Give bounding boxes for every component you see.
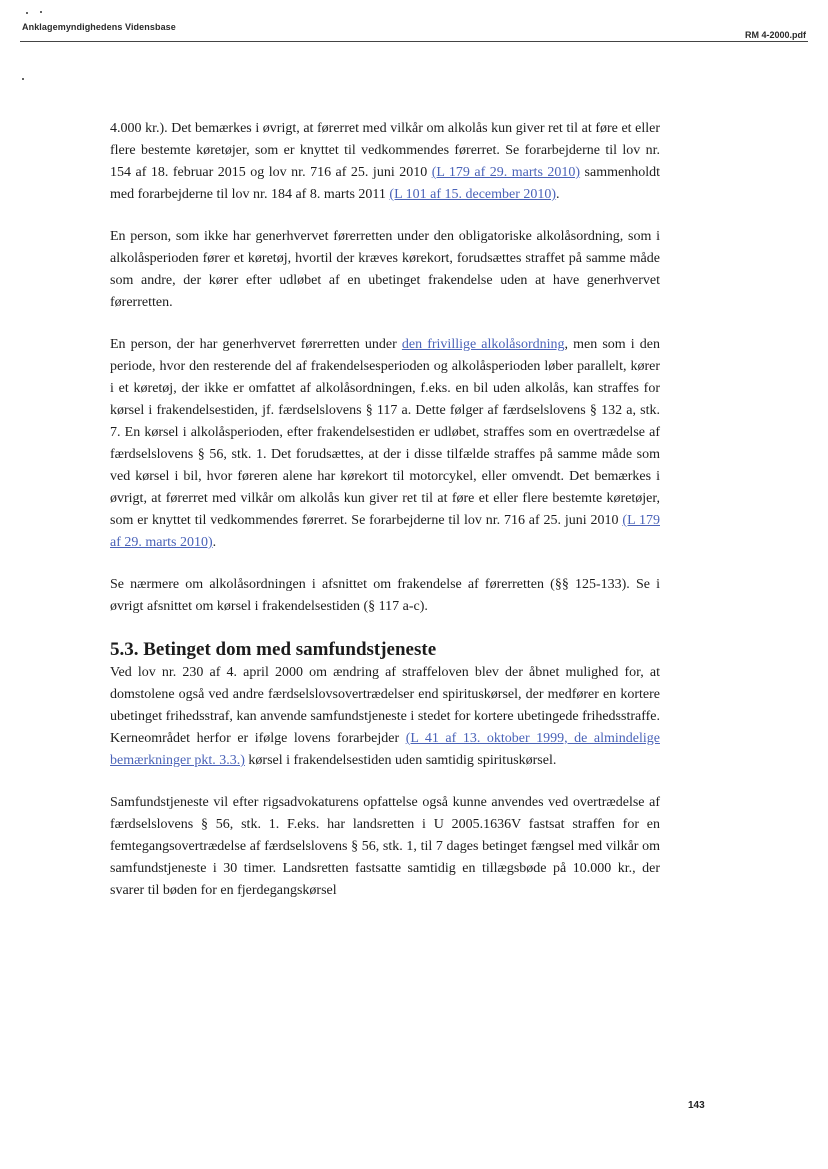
scan-speck [22, 78, 24, 80]
link-l101-2010[interactable]: (L 101 af 15. december 2010) [389, 187, 557, 202]
paragraph-3-text-b: , men som i den periode, hvor den resterende del af frakendelsesperioden og alkolåsperioden løber parallelt, kører i et køretøj, der ikke er omfattet af alkolåsordningen, f.eks. en bil uden alkolås, kan straffes for kørsel i frakendelsestiden, jf. færdselslovens § 117 a. Dette følger af færdselslovens § 132 a, stk. 7. En kørsel i alkolåsperioden, efter frakendelsestiden er udløbet, straffes som en overtrædelse af færdselslovens § 56, stk. 1. Det forudsættes, at der i disse tilfælde straffes på samme måde som ved kørsel i bil, hvor føreren alene har kørekort til motorcykel, eller omvendt. Det bemærkes i øvrigt, at førerret med vilkår om alkolås kun giver ret til at føre et eller flere bestemte køretøjer, som er knyttet til vedkommendes førerret. Se forarbejderne til lov nr. 716 af 25. juni 2010 [110, 337, 660, 528]
paragraph-1 [110, 118, 660, 206]
link-frivillige-alkolaasordning[interactable]: den frivillige alkolåsordning [401, 337, 565, 352]
paragraph-3 [110, 334, 660, 554]
paragraph-1-text-c: . [556, 187, 560, 202]
link-l179-2010[interactable]: (L 179 af 29. marts 2010) [431, 165, 581, 180]
page-number: 143 [688, 1100, 705, 1111]
paragraph-1-text-a: 4.000 kr.). Det bemærkes i øvrigt, at førerret med vilkår om alkolås kun giver ret til at føre et eller flere bestemte køretøjer, som er knyttet til vedkommendes førerret. Se forarbejderne til lov nr. 154 af 18. februar 2015 og lov nr. 716 af 25. juni 2010 [110, 121, 660, 180]
document-body [110, 118, 660, 922]
paragraph-6: Samfundstjeneste vil efter rigsadvokaturens opfattelse også kunne anvendes ved overtrædelse af færdselslovens § 56, stk. 1. F.eks. har landsretten i U 2005.1636V fastsat straffen for en femtegangsovertrædelse af færdselslovens § 56, stk. 1, til 7 dages betinget fængsel med vilkår om samfundstjeneste i 30 timer. Landsretten fastsatte samtidig en tillægsbøde på 10.000 kr., der svarer til bøden for en fjerdegangskørsel [110, 795, 660, 898]
link-l41-1999[interactable]: (L 41 af 13. oktober 1999, de almindelige bemærkninger pkt. 3.3.) [110, 731, 660, 768]
header-file-name: RM 4-2000.pdf [744, 30, 806, 40]
header-divider [20, 41, 808, 42]
paragraph-5-text-a: Ved lov nr. 230 af 4. april 2000 om ændring af straffeloven blev der åbnet mulighed for, at domstolene også ved andre færdselslovsovertrædelser end spirituskørsel, der medfører en kortere ubetinget frihedsstraf, kan anvende samfundstjeneste i stedet for kortere ubetingede frihedsstraffe. Kerneområdet herfor er ifølge lovens forarbejder [110, 665, 660, 746]
paragraph-4: Se nærmere om alkolåsordningen i afsnittet om frakendelse af førerretten (§§ 125-133). Se i øvrigt afsnittet om kørsel i frakendelsestiden (§ 117 a-c). [110, 577, 660, 614]
paragraph-5-text-b: kørsel i frakendelsestiden uden samtidig spirituskørsel. [244, 753, 557, 768]
paragraph-1-text-b: sammenholdt med forarbejderne til lov nr. 184 af 8. marts 2011 [110, 165, 660, 202]
header-source-title: Anklagemyndighedens Vidensbase [22, 22, 176, 32]
section-heading: 5.3. Betinget dom med samfundstjeneste [110, 639, 437, 660]
paragraph-5 [110, 662, 660, 772]
paragraph-3-text-c: . [212, 535, 217, 550]
paragraph-2: En person, som ikke har generhvervet førerretten under den obligatoriske alkolåsordning, som i alkolåsperioden fører et køretøj, hvortil der kræves kørekort, forudsættes straffet på samme måde som andre, der kører efter udløbet af en ubetinget frakendelse uden at have generhvervet førerretten. [110, 229, 660, 310]
scan-speck [26, 12, 28, 14]
link-l179-2010-second[interactable]: (L 179 af 29. marts 2010) [110, 513, 660, 550]
paragraph-3-text-a: En person, der har generhvervet førerretten under [110, 337, 402, 352]
scan-speck [40, 11, 42, 13]
